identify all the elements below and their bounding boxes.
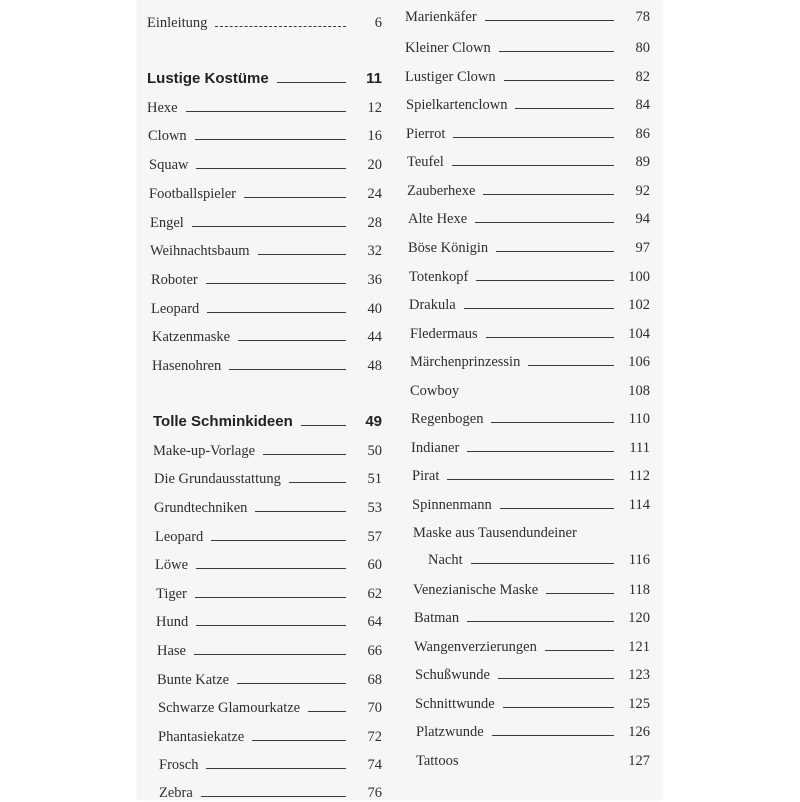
toc-entry [137, 294, 382, 318]
toc-page-number: 100 [628, 269, 650, 285]
toc-entry [400, 62, 650, 86]
toc-entry-title: Zebra [159, 785, 193, 801]
toc-entry [137, 208, 382, 232]
toc-leader-line [215, 26, 346, 27]
toc-entry-title: Lustiger Clown [405, 69, 496, 85]
toc-leader-line [464, 308, 614, 309]
toc-entry [137, 464, 382, 488]
toc-entry [137, 179, 382, 203]
toc-leader-line [496, 251, 614, 252]
toc-entry-title: Löwe [155, 557, 189, 573]
toc-entry-title: Hase [157, 643, 186, 659]
toc-page-number: 74 [367, 757, 382, 773]
toc-entry [137, 265, 382, 289]
toc-leader-line [485, 20, 614, 21]
toc-entry [137, 693, 382, 717]
toc-entry-title: Roboter [151, 272, 198, 288]
toc-entry-title: Cowboy [410, 383, 460, 399]
toc-entry-title: Drakula [409, 297, 456, 313]
toc-page-number: 32 [367, 243, 382, 259]
toc-entry-title: Leopard [151, 301, 200, 317]
toc-entry [137, 550, 382, 574]
toc-page-number: 16 [367, 128, 382, 144]
toc-page-number: 40 [367, 301, 382, 317]
toc-entry-title: Katzenmaske [152, 329, 231, 345]
toc-entry-title: Böse Königin [408, 240, 489, 256]
toc-entry [137, 121, 382, 145]
toc-entry-title: Schwarze Glamourkatze [158, 700, 301, 716]
toc-leader-line [195, 597, 346, 598]
toc-page-number: 86 [635, 126, 650, 142]
toc-entry [137, 436, 382, 460]
toc-entry [137, 750, 382, 774]
toc-entry-title: Hund [156, 614, 189, 630]
toc-entry [400, 33, 650, 57]
toc-leader-line [195, 139, 346, 140]
toc-entry [137, 493, 382, 517]
toc-entry-title: Regenbogen [411, 411, 484, 427]
toc-page-number: 51 [367, 471, 382, 487]
toc-leader-line [499, 51, 614, 52]
toc-leader-line [471, 563, 614, 564]
toc-entry-title: Alte Hexe [408, 211, 468, 227]
toc-page-number: 123 [628, 667, 650, 683]
toc-entry-title: Wangenverzierungen [414, 639, 537, 655]
toc-entry-title: Squaw [149, 157, 189, 173]
toc-page-number: 66 [367, 643, 382, 659]
toc-entry [400, 632, 650, 656]
toc-page-number: 102 [628, 297, 650, 313]
toc-entry [400, 461, 650, 485]
toc-page-number: 20 [367, 157, 382, 173]
toc-entry [400, 376, 650, 400]
toc-entry-title: Schnittwunde [415, 696, 495, 712]
toc-entry [400, 433, 650, 457]
toc-page-number: 97 [635, 240, 650, 256]
toc-entry [400, 490, 650, 514]
toc-leader-line [252, 740, 346, 741]
toc-page-number: 94 [635, 211, 650, 227]
toc-page-number: 70 [367, 700, 382, 716]
toc-leader-line [545, 650, 614, 651]
toc-leader-line [211, 540, 346, 541]
toc-entry [400, 575, 650, 599]
toc-entry [400, 2, 650, 26]
toc-entry-title: Platzwunde [416, 724, 484, 740]
toc-leader-line [207, 312, 346, 313]
toc-page-number: 106 [628, 354, 650, 370]
toc-page-number: 89 [635, 154, 650, 170]
toc-leader-line [491, 422, 614, 423]
toc-leader-line [192, 226, 346, 227]
toc-page-number: 49 [365, 413, 382, 430]
toc-leader-line [238, 340, 346, 341]
toc-entry [137, 351, 382, 375]
toc-page-number: 76 [367, 785, 382, 801]
toc-section-heading [137, 64, 382, 88]
toc-entry-title: Tolle Schminkideen [153, 413, 293, 430]
toc-page-number: 84 [635, 97, 650, 113]
toc-entry-title: Spielkartenclown [406, 97, 508, 113]
toc-entry-title: Hasenohren [152, 358, 222, 374]
toc-entry-title: Frosch [159, 757, 199, 773]
toc-leader-line [483, 194, 614, 195]
toc-entry [400, 603, 650, 627]
toc-entry-title: Fledermaus [410, 326, 478, 342]
toc-page-number: 118 [628, 582, 650, 598]
toc-leader-line [498, 678, 614, 679]
toc-entry [137, 522, 382, 546]
toc-leader-line [255, 511, 346, 512]
toc-page-number: 62 [367, 586, 382, 602]
toc-page-number: 50 [367, 443, 382, 459]
toc-page-number: 11 [366, 70, 382, 87]
toc-leader-line [453, 137, 614, 138]
toc-page-number: 82 [635, 69, 650, 85]
toc-entry-title: Totenkopf [409, 269, 469, 285]
toc-entry [400, 689, 650, 713]
toc-page-number: 72 [367, 729, 382, 745]
toc-leader-line [500, 508, 614, 509]
toc-entry-title: Tattoos [416, 753, 459, 769]
toc-entry [400, 518, 650, 542]
toc-entry [137, 150, 382, 174]
toc-leader-line [452, 165, 614, 166]
toc-entry-title: Maske aus Tausendundeiner [413, 525, 577, 541]
toc-page-number: 57 [367, 529, 382, 545]
toc-leader-line [546, 593, 614, 594]
toc-page-number: 44 [367, 329, 382, 345]
toc-page-number: 48 [367, 358, 382, 374]
toc-leader-line [201, 796, 346, 797]
toc-entry [400, 347, 650, 371]
toc-leader-line [475, 222, 614, 223]
toc-entry-title: Lustige Kostüme [147, 70, 269, 87]
toc-page-number: 6 [374, 15, 382, 31]
toc-entry-title: Batman [414, 610, 460, 626]
toc-entry [400, 290, 650, 314]
toc-entry-title: Die Grundausstattung [154, 471, 281, 487]
toc-entry [400, 176, 650, 200]
toc-entry-title: Leopard [155, 529, 204, 545]
toc-entry-title: Kleiner Clown [405, 40, 491, 56]
toc-entry-title: Pierrot [406, 126, 446, 142]
toc-entry [400, 147, 650, 171]
toc-page-number: 108 [628, 383, 650, 399]
toc-leader-line [308, 711, 346, 712]
toc-leader-line [515, 108, 614, 109]
toc-entry [400, 119, 650, 143]
toc-page-number: 111 [629, 440, 650, 456]
toc-leader-line [447, 479, 614, 480]
toc-entry-title: Grundtechniken [154, 500, 248, 516]
toc-leader-line [186, 111, 346, 112]
toc-page-number: 12 [367, 100, 382, 116]
toc-entry [400, 717, 650, 741]
toc-entry [137, 8, 382, 32]
toc-page-number: 104 [628, 326, 650, 342]
toc-leader-line [244, 197, 346, 198]
toc-page-number: 110 [628, 411, 650, 427]
toc-page-number: 64 [367, 614, 382, 630]
toc-entry-title: Venezianische Maske [413, 582, 539, 598]
toc-entry-title: Nacht [428, 552, 463, 568]
toc-entry-title: Märchenprinzessin [410, 354, 521, 370]
toc-leader-line [492, 735, 614, 736]
toc-entry [137, 636, 382, 660]
toc-leader-line [467, 451, 614, 452]
toc-entry-title: Teufel [407, 154, 444, 170]
toc-leader-line [504, 80, 614, 81]
toc-page-number: 127 [628, 753, 650, 769]
toc-entry [137, 778, 382, 802]
toc-leader-line [206, 768, 346, 769]
toc-entry-title: Schußwunde [415, 667, 490, 683]
toc-leader-line [196, 625, 346, 626]
toc-entry [400, 660, 650, 684]
toc-page-number: 121 [628, 639, 650, 655]
toc-page-number: 120 [628, 610, 650, 626]
toc-leader-line [196, 168, 346, 169]
toc-leader-line [301, 425, 346, 426]
toc-entry-title: Zauberhexe [407, 183, 476, 199]
toc-entry-title: Hexe [147, 100, 178, 116]
toc-page-number: 60 [367, 557, 382, 573]
toc-page-number: 116 [628, 552, 650, 568]
toc-page-number: 112 [628, 468, 650, 484]
toc-entry [137, 322, 382, 346]
toc-leader-line [229, 369, 346, 370]
toc-entry-title: Tiger [156, 586, 187, 602]
toc-leader-line [277, 82, 346, 83]
toc-entry-title: Engel [150, 215, 184, 231]
toc-entry [137, 93, 382, 117]
toc-leader-line [289, 482, 346, 483]
toc-entry-title: Einleitung [147, 15, 208, 31]
toc-page-number: 28 [367, 215, 382, 231]
toc-entry-title: Marienkäfer [405, 9, 477, 25]
toc-entry-title: Phantasiekatze [158, 729, 245, 745]
toc-page-number: 68 [367, 672, 382, 688]
toc-page-number: 36 [367, 272, 382, 288]
toc-entry [137, 607, 382, 631]
toc-page-number: 125 [628, 696, 650, 712]
toc-entry-title: Bunte Katze [157, 672, 230, 688]
toc-page-number: 114 [628, 497, 650, 513]
toc-page-number: 126 [628, 724, 650, 740]
toc-entry [400, 233, 650, 257]
toc-entry-title: Spinnenmann [412, 497, 492, 513]
toc-leader-line [503, 707, 614, 708]
toc-entry-title: Indianer [411, 440, 460, 456]
toc-entry-title: Make-up-Vorlage [153, 443, 256, 459]
toc-entry [137, 665, 382, 689]
toc-leader-line [263, 454, 346, 455]
toc-page-number: 24 [367, 186, 382, 202]
toc-entry [137, 722, 382, 746]
toc-leader-line [467, 621, 614, 622]
toc-leader-line [528, 365, 614, 366]
toc-page-number: 80 [635, 40, 650, 56]
toc-page-number: 78 [635, 9, 650, 25]
toc-entry [400, 746, 650, 770]
toc-entry-title: Clown [148, 128, 187, 144]
toc-entry [400, 404, 650, 428]
toc-entry [137, 236, 382, 260]
toc-leader-line [237, 683, 346, 684]
toc-page-number: 92 [635, 183, 650, 199]
toc-entry [137, 579, 382, 603]
toc-leader-line [196, 568, 346, 569]
toc-leader-line [258, 254, 347, 255]
toc-entry-title: Weihnachtsbaum [150, 243, 250, 259]
toc-entry-title: Footballspieler [149, 186, 236, 202]
toc-entry [400, 262, 650, 286]
toc-entry [400, 204, 650, 228]
toc-leader-line [194, 654, 346, 655]
toc-entry-title: Pirat [412, 468, 440, 484]
toc-entry [400, 319, 650, 343]
toc-leader-line [476, 280, 614, 281]
toc-entry [400, 90, 650, 114]
toc-page-number: 53 [367, 500, 382, 516]
toc-section-heading [137, 407, 382, 431]
toc-entry [400, 545, 650, 569]
toc-leader-line [206, 283, 346, 284]
toc-leader-line [486, 337, 614, 338]
